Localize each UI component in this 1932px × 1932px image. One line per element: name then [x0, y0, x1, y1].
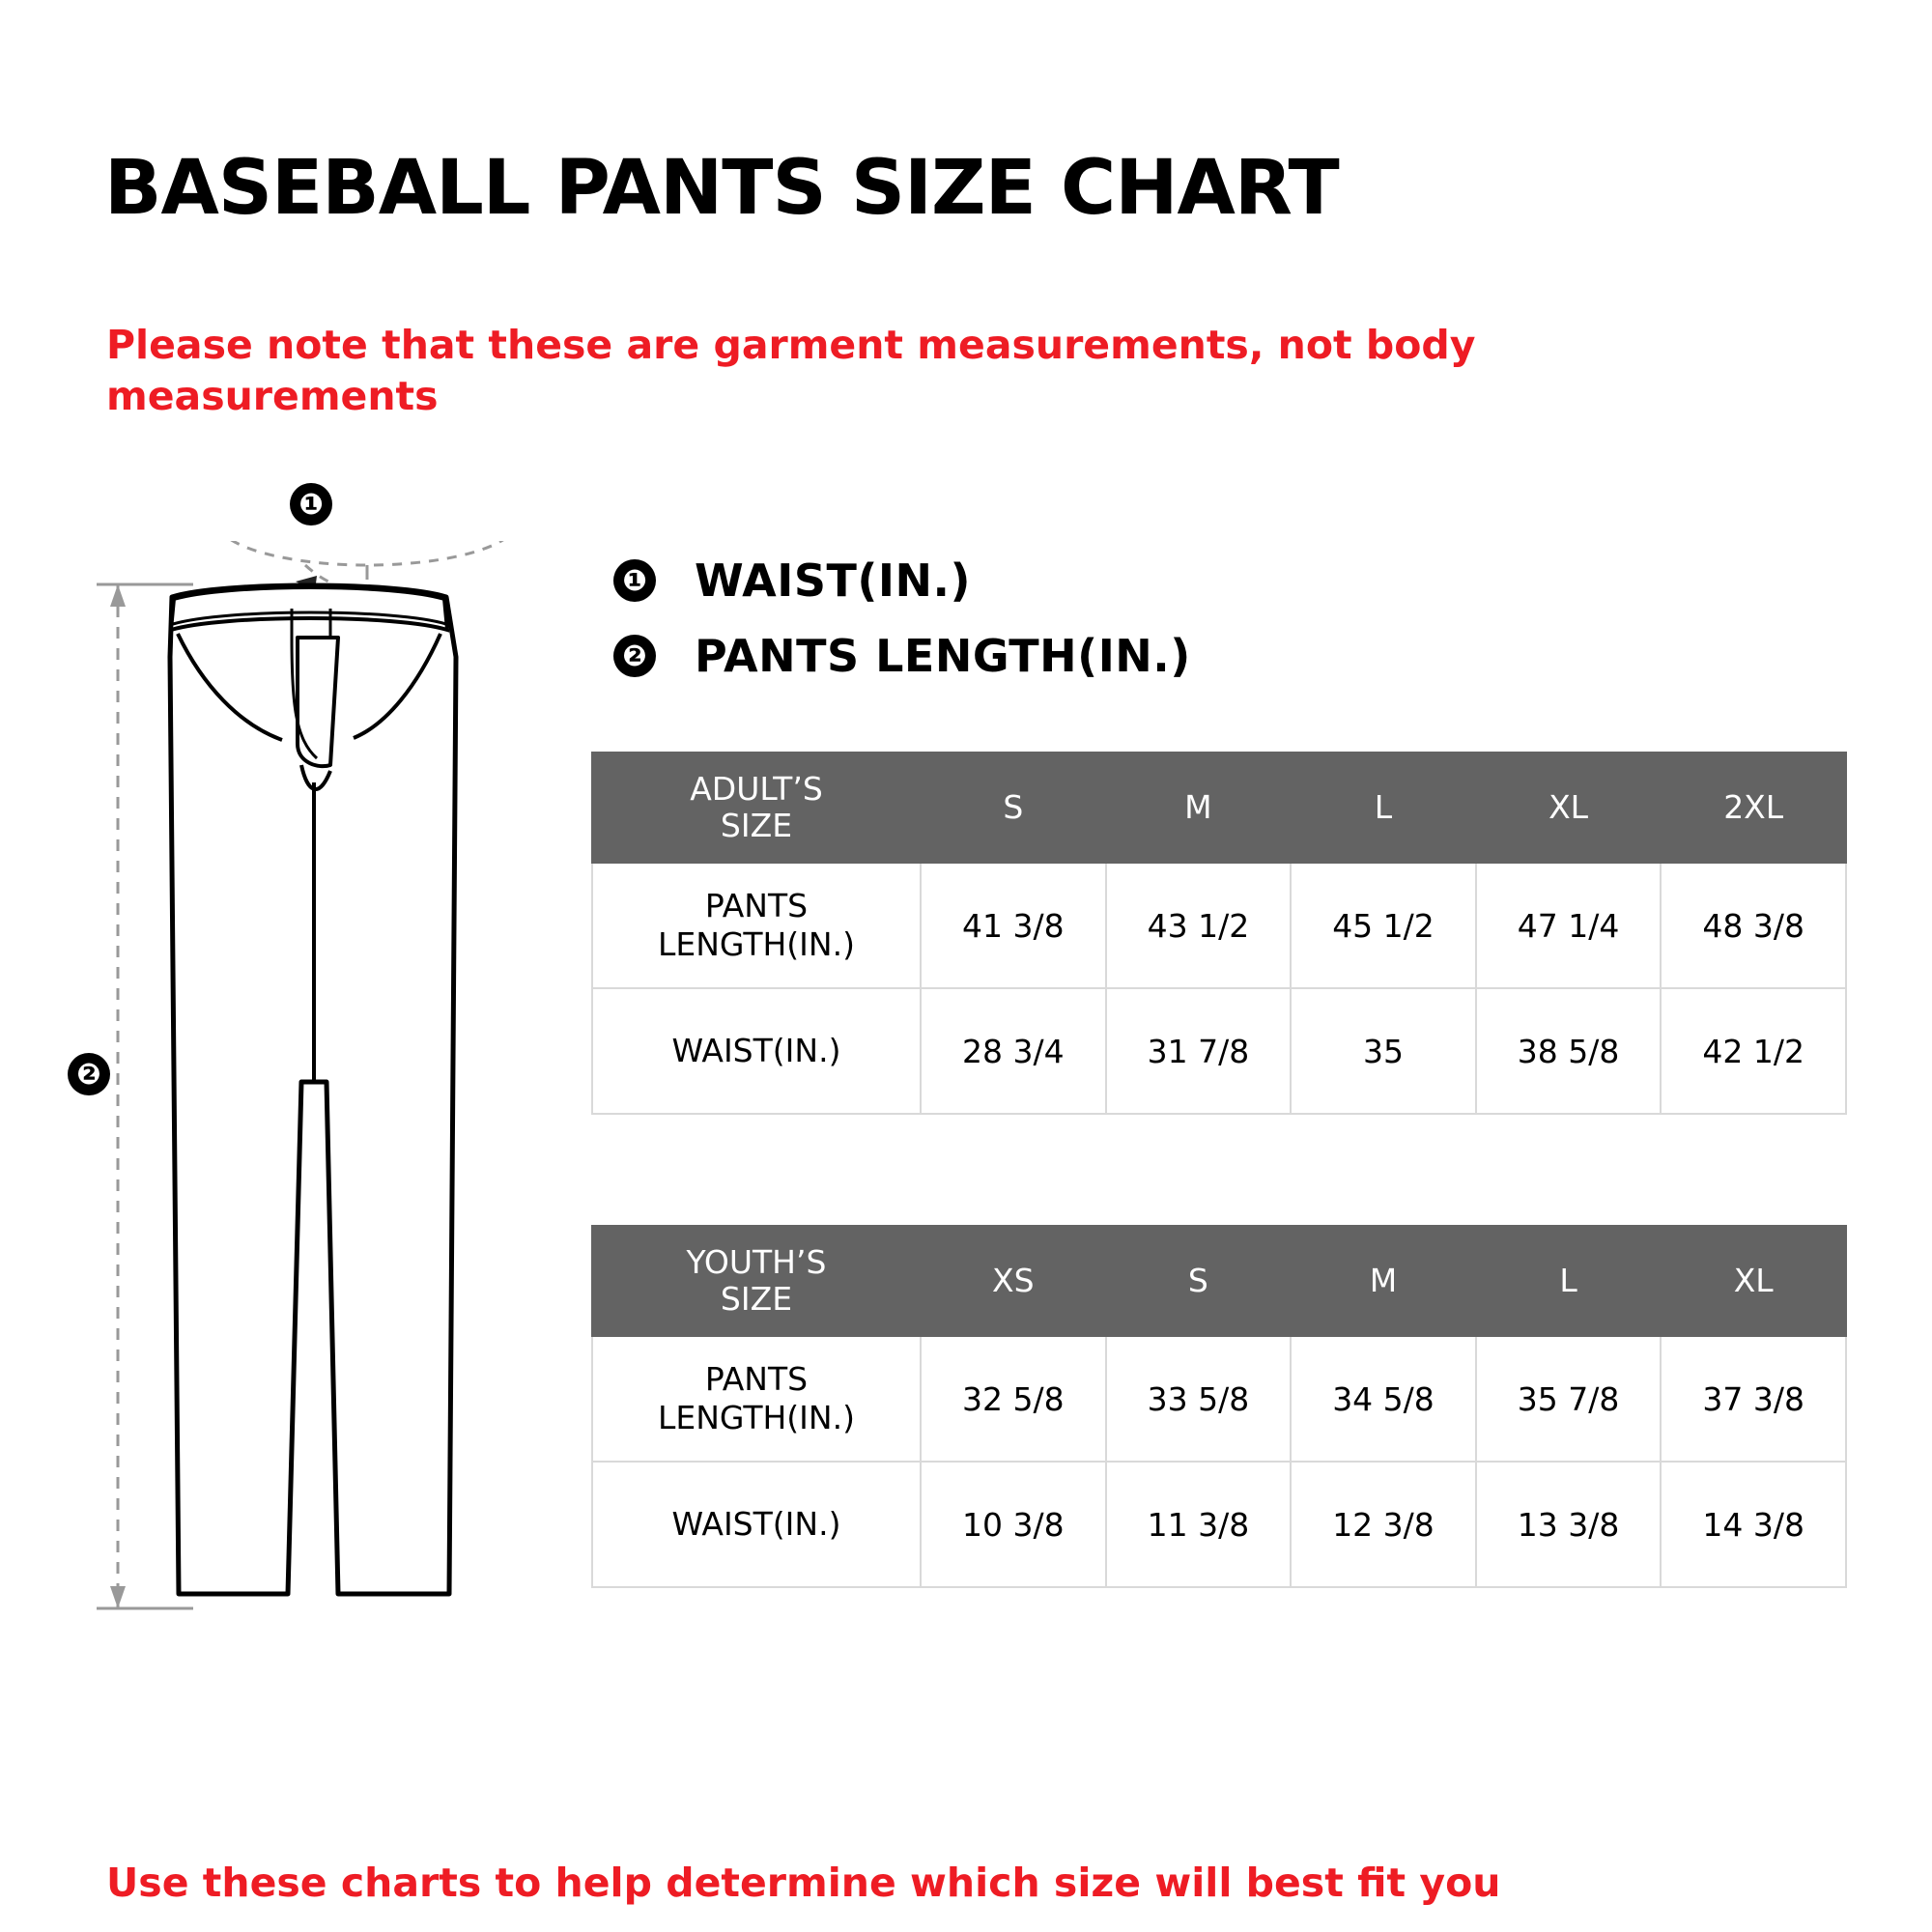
number-one-icon: ❶	[613, 559, 656, 602]
measurement-legend	[613, 543, 1191, 694]
adult-col-xl: XL	[1476, 753, 1662, 863]
adult-waist-l: 35	[1291, 988, 1476, 1114]
legend-item-pants-length	[613, 618, 1191, 694]
youth-col-m: M	[1291, 1226, 1476, 1336]
pants-diagram	[76, 487, 580, 1652]
table-row	[592, 1336, 1846, 1462]
adult-col-s: S	[921, 753, 1106, 863]
adult-size-header-line1: ADULT’S	[690, 770, 823, 809]
adult-length-m: 43 1/2	[1106, 863, 1292, 988]
youth-col-xs: XS	[921, 1226, 1106, 1336]
youth-length-m: 34 5/8	[1291, 1336, 1476, 1462]
youth-size-header	[592, 1226, 921, 1336]
pants-illustration-svg	[77, 541, 580, 1652]
adult-length-l: 45 1/2	[1291, 863, 1476, 988]
garment-measurement-note: Please note that these are garment measurements, not body measurements	[106, 322, 1476, 420]
youth-length-s: 33 5/8	[1106, 1336, 1292, 1462]
youth-row-label-line1: PANTS	[704, 1360, 809, 1399]
adult-length-2xl: 48 3/8	[1661, 863, 1846, 988]
youth-waist-s: 11 3/8	[1106, 1462, 1292, 1587]
adult-row-label-line1: PANTS	[704, 887, 809, 925]
table-row	[592, 863, 1846, 988]
youth-col-s: S	[1106, 1226, 1292, 1336]
adult-row-label-pants-length	[592, 863, 921, 988]
adult-col-m: M	[1106, 753, 1292, 863]
adult-length-xl: 47 1/4	[1476, 863, 1662, 988]
adult-col-l: L	[1291, 753, 1476, 863]
adult-length-s: 41 3/8	[921, 863, 1106, 988]
adult-waist-2xl: 42 1/2	[1661, 988, 1846, 1114]
diagram-waist-marker: ❶	[290, 483, 332, 526]
youth-col-xl: XL	[1661, 1226, 1846, 1336]
adult-row-label-waist: WAIST(IN.)	[592, 988, 921, 1114]
table-row	[592, 1462, 1846, 1587]
table-header-row	[592, 1226, 1846, 1336]
youth-length-l: 35 7/8	[1476, 1336, 1662, 1462]
youth-row-label-line2: LENGTH(IN.)	[658, 1399, 855, 1436]
youth-waist-xs: 10 3/8	[921, 1462, 1106, 1587]
youth-length-xs: 32 5/8	[921, 1336, 1106, 1462]
number-two-icon: ❷	[613, 635, 656, 677]
youth-length-xl: 37 3/8	[1661, 1336, 1846, 1462]
youth-row-label-pants-length	[592, 1336, 921, 1462]
youth-waist-l: 13 3/8	[1476, 1462, 1662, 1587]
adult-size-table	[591, 752, 1847, 1115]
youth-waist-xl: 14 3/8	[1661, 1462, 1846, 1587]
youth-size-table	[591, 1225, 1847, 1588]
youth-size-header-line2: SIZE	[720, 1280, 793, 1318]
youth-col-l: L	[1476, 1226, 1662, 1336]
adult-waist-m: 31 7/8	[1106, 988, 1292, 1114]
adult-col-2xl: 2XL	[1661, 753, 1846, 863]
diagram-length-marker: ❷	[68, 1053, 110, 1095]
adult-size-header	[592, 753, 921, 863]
legend-item-waist	[613, 543, 1191, 618]
table-row	[592, 988, 1846, 1114]
footer-note: Use these charts to help determine which size will best fit you	[106, 1860, 1501, 1906]
adult-waist-xl: 38 5/8	[1476, 988, 1662, 1114]
page-title: BASEBALL PANTS SIZE CHART	[104, 145, 1339, 233]
adult-row-label-line2: LENGTH(IN.)	[658, 925, 855, 963]
youth-size-header-line1: YOUTH’S	[686, 1243, 827, 1282]
legend-label-pants-length: PANTS LENGTH(IN.)	[695, 630, 1191, 682]
legend-label-waist: WAIST(IN.)	[695, 554, 972, 607]
adult-waist-s: 28 3/4	[921, 988, 1106, 1114]
adult-size-header-line2: SIZE	[720, 807, 793, 844]
youth-row-label-waist: WAIST(IN.)	[592, 1462, 921, 1587]
youth-waist-m: 12 3/8	[1291, 1462, 1476, 1587]
table-header-row	[592, 753, 1846, 863]
